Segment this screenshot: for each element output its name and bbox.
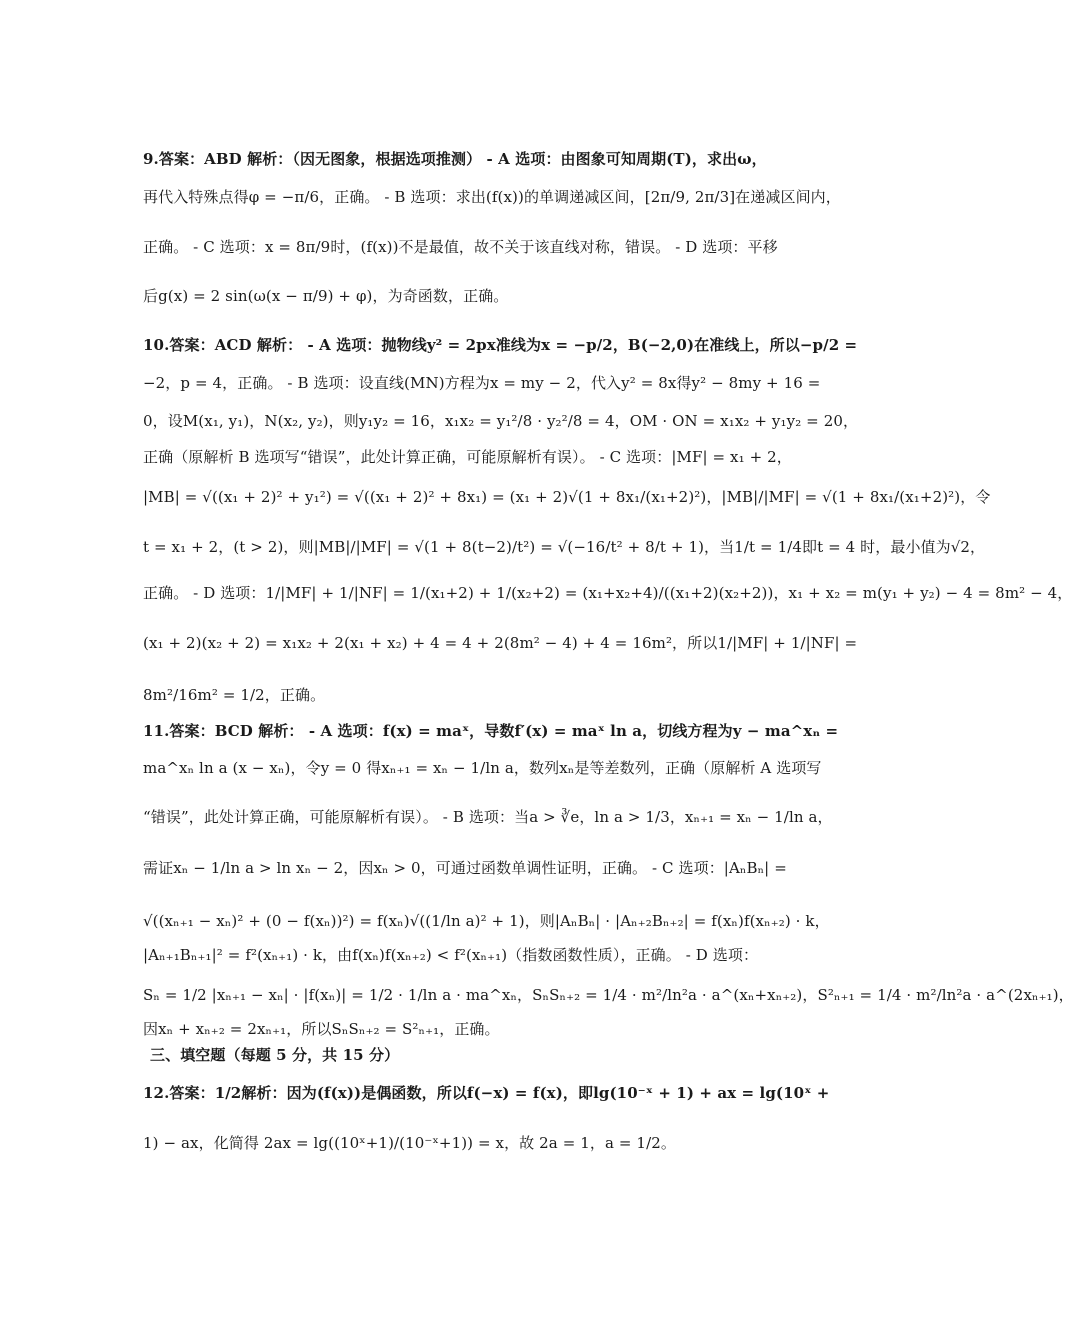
section-heading-fill-in: 三、填空题（每题 5 分，共 15 分） — [150, 1046, 400, 1064]
q12-line-2: 1) − ax，化简得 2ax = lg((10ˣ+1)/(10⁻ˣ+1)) = x，故 2a = 1，a = 1/2。 — [143, 1134, 676, 1152]
q11-line-1: 11.答案：BCD 解析： - A 选项：f(x) = maˣ，导数f′(x) = maˣ ln a，切线方程为y − ma^xₙ = — [143, 722, 839, 740]
q11-line-8: 因xₙ + xₙ₊₂ = 2xₙ₊₁，所以SₙSₙ₊₂ = S²ₙ₊₁，正确。 — [143, 1020, 500, 1038]
q10-line-3: 0，设M(x₁, y₁)，N(x₂, y₂)，则y₁y₂ = 16，x₁x₂ = y₁²/8 · y₂²/8 = 4，OM · ON = x₁x₂ + y₁y₂ = 20， — [143, 412, 859, 430]
q10-line-1: 10.答案：ACD 解析： - A 选项：抛物线y² = 2px准线为x = −p/2，B(−2,0)在准线上，所以−p/2 = — [143, 336, 858, 354]
q9-line-4: 后g(x) = 2 sin(ω(x − π/9) + φ)，为奇函数，正确。 — [143, 287, 509, 305]
q12-line-1: 12.答案：1/2解析：因为(f(x))是偶函数，所以f(−x) = f(x)，即lg(10⁻ˣ + 1) + ax = lg(10ˣ + — [143, 1084, 830, 1102]
q11-line-4: 需证xₙ − 1/ln a > ln xₙ − 2，因xₙ > 0，可通过函数单调性证明，正确。 - C 选项：|AₙBₙ| = — [143, 859, 787, 877]
q10-line-6: t = x₁ + 2，(t > 2)，则|MB|/|MF| = √(1 + 8(t−2)/t²) = √(−16/t² + 8/t + 1)，当1/t = 1/4即t = 4 时，最小值为√2， — [143, 538, 986, 556]
q9-line-2: 再代入特殊点得φ = −π/6，正确。 - B 选项：求出(f(x))的单调递减区间，[2π/9, 2π/3]在递减区间内， — [143, 188, 841, 206]
q10-line-8: (x₁ + 2)(x₂ + 2) = x₁x₂ + 2(x₁ + x₂) + 4 = 4 + 2(8m² − 4) + 4 = 16m²，所以1/|MF| + 1/|NF| = — [143, 634, 858, 652]
q10-line-2: −2，p = 4，正确。 - B 选项：设直线(MN)方程为x = my − 2，代入y² = 8x得y² − 8my + 16 = — [143, 374, 821, 392]
q11-line-2: ma^xₙ ln a (x − xₙ)，令y = 0 得xₙ₊₁ = xₙ − 1/ln a，数列xₙ是等差数列，正确（原解析 A 选项写 — [143, 759, 822, 777]
q9-line-1: 9.答案：ABD 解析：（因无图象，根据选项推测） - A 选项：由图象可知周期(T)，求出ω， — [143, 150, 767, 168]
q11-line-5: √((xₙ₊₁ − xₙ)² + (0 − f(xₙ))²) = f(xₙ)√((1/ln a)² + 1)，则|AₙBₙ| · |Aₙ₊₂Bₙ₊₂| = f(xₙ)f(xₙ₊₂) · k， — [143, 912, 830, 930]
q9-line-3: 正确。 - C 选项：x = 8π/9时，(f(x))不是最值，故不关于该直线对称，错误。 - D 选项：平移 — [143, 238, 778, 256]
q10-line-5: |MB| = √((x₁ + 2)² + y₁²) = √((x₁ + 2)² + 8x₁) = (x₁ + 2)√(1 + 8x₁/(x₁+2)²)，|MB|/|MF| = √(1 + 8x₁/(x₁+2)²)，令 — [143, 488, 991, 506]
q10-line-9: 8m²/16m² = 1/2，正确。 — [143, 686, 326, 704]
q10-line-7: 正确。 - D 选项：1/|MF| + 1/|NF| = 1/(x₁+2) + 1/(x₂+2) = (x₁+x₂+4)/((x₁+2)(x₂+2))，x₁ + x₂ = m(y₁ + y₂) − 4 = 8m² − 4， — [143, 584, 1073, 602]
q11-line-7: Sₙ = 1/2 |xₙ₊₁ − xₙ| · |f(xₙ)| = 1/2 · 1/ln a · ma^xₙ，SₙSₙ₊₂ = 1/4 · m²/ln²a · a^(xₙ+xₙ₊₂)，S²ₙ₊₁ = 1/4 · m²/ln²a · a^(2xₙ₊₁)， — [143, 986, 1074, 1004]
q11-line-3: “错误”，此处计算正确，可能原解析有误）。 - B 选项：当a > ∛e，ln a > 1/3，xₙ₊₁ = xₙ − 1/ln a， — [143, 808, 833, 826]
q10-line-4: 正确（原解析 B 选项写“错误”，此处计算正确，可能原解析有误）。 - C 选项：|MF| = x₁ + 2， — [143, 448, 792, 466]
q11-line-6: |Aₙ₊₁Bₙ₊₁|² = f²(xₙ₊₁) · k，由f(xₙ)f(xₙ₊₂) < f²(xₙ₊₁)（指数函数性质），正确。 - D 选项： — [143, 946, 759, 964]
